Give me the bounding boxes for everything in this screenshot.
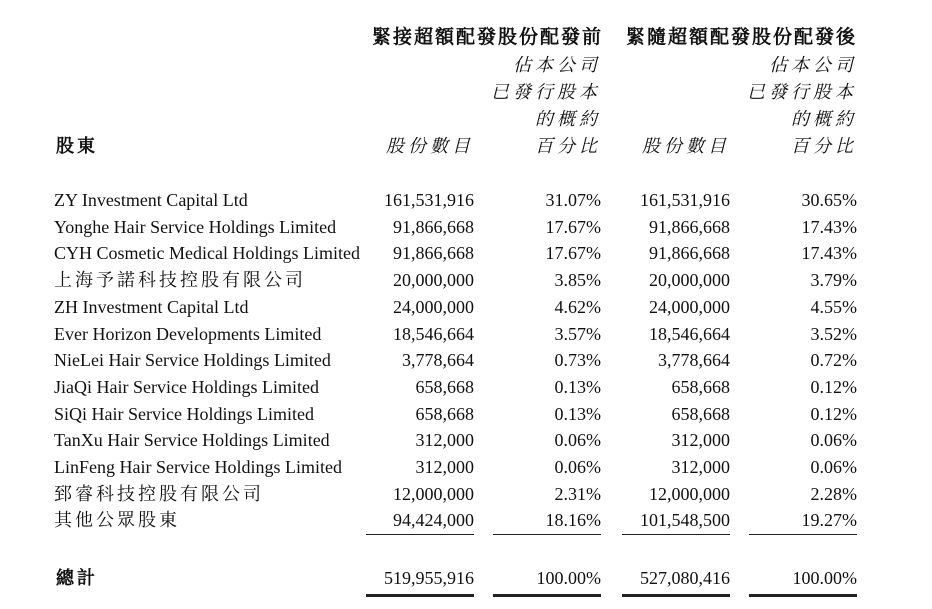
shares-before: 24,000,000 bbox=[393, 296, 474, 317]
table-row bbox=[0, 427, 932, 454]
shares-before: 658,668 bbox=[415, 376, 474, 397]
shares-header-before: 股份數目 bbox=[386, 136, 474, 156]
total-shares-before: 519,955,916 bbox=[384, 568, 474, 588]
table-row bbox=[0, 294, 932, 321]
pct-header-before-line-3: 的概約 bbox=[535, 109, 601, 129]
shares-header-after: 股份數目 bbox=[642, 136, 730, 156]
pct-before: 4.62% bbox=[554, 296, 601, 317]
shareholder-name: LinFeng Hair Service Holdings Limited bbox=[54, 457, 342, 477]
shareholder-name: 上海予諾科技控股有限公司 bbox=[54, 270, 306, 291]
shareholder-name: SiQi Hair Service Holdings Limited bbox=[54, 403, 314, 424]
pct-before: 18.16% bbox=[545, 510, 601, 531]
pct-after: 0.06% bbox=[810, 430, 857, 451]
shares-after: 91,866,668 bbox=[649, 216, 730, 237]
total-underline bbox=[749, 594, 857, 597]
shares-before: 312,000 bbox=[415, 457, 474, 477]
shares-after: 3,778,664 bbox=[658, 350, 730, 371]
pct-before: 0.06% bbox=[554, 457, 601, 477]
total-pct-after: 100.00% bbox=[792, 568, 857, 588]
shares-after: 91,866,668 bbox=[649, 243, 730, 264]
shares-after: 24,000,000 bbox=[649, 296, 730, 317]
pct-after: 17.43% bbox=[801, 216, 857, 237]
table-row bbox=[0, 507, 932, 534]
pct-before: 17.67% bbox=[545, 216, 601, 237]
shares-after: 101,548,500 bbox=[640, 510, 730, 531]
subtotal-rule bbox=[622, 534, 730, 535]
pct-before: 31.07% bbox=[545, 190, 601, 210]
total-label: 總計 bbox=[56, 568, 98, 588]
table-row bbox=[0, 267, 932, 294]
shareholder-name: TanXu Hair Service Holdings Limited bbox=[54, 430, 330, 451]
pct-before: 0.13% bbox=[554, 403, 601, 424]
shareholder-name: 郅睿科技控股有限公司 bbox=[54, 483, 264, 504]
pct-after: 17.43% bbox=[801, 243, 857, 264]
total-underline bbox=[366, 594, 474, 597]
header-before-allotment: 緊接超額配發股份配發前 bbox=[372, 27, 604, 48]
shares-after: 12,000,000 bbox=[649, 483, 730, 504]
table-row bbox=[0, 481, 932, 508]
subtotal-rule bbox=[366, 534, 474, 535]
shares-before: 18,546,664 bbox=[393, 323, 474, 344]
table-row bbox=[0, 401, 932, 428]
shares-before: 20,000,000 bbox=[393, 270, 474, 291]
table-row bbox=[0, 454, 932, 481]
pct-header-after-line-1: 佔本公司 bbox=[769, 55, 857, 75]
shares-before: 3,778,664 bbox=[402, 350, 474, 371]
pct-header-before-line-4: 百分比 bbox=[535, 136, 601, 156]
pct-after: 2.28% bbox=[810, 483, 857, 504]
pct-header-after-line-3: 的概約 bbox=[791, 109, 857, 129]
pct-after: 4.55% bbox=[810, 296, 857, 317]
shareholder-name: 其他公眾股東 bbox=[54, 510, 180, 531]
shares-after: 18,546,664 bbox=[649, 323, 730, 344]
shares-after: 658,668 bbox=[671, 376, 730, 397]
shares-before: 12,000,000 bbox=[393, 483, 474, 504]
pct-before: 0.13% bbox=[554, 376, 601, 397]
pct-after: 0.72% bbox=[810, 350, 857, 371]
subtotal-rule bbox=[493, 534, 601, 535]
pct-before: 3.85% bbox=[554, 270, 601, 291]
total-pct-before: 100.00% bbox=[536, 568, 601, 588]
pct-after: 3.79% bbox=[810, 270, 857, 291]
shares-after: 312,000 bbox=[671, 430, 730, 451]
shares-before: 312,000 bbox=[415, 430, 474, 451]
shareholder-column-header: 股東 bbox=[56, 136, 98, 156]
pct-after: 3.52% bbox=[810, 323, 857, 344]
shareholder-name: ZH Investment Capital Ltd bbox=[54, 296, 249, 317]
shares-before: 161,531,916 bbox=[384, 190, 474, 210]
shares-before: 91,866,668 bbox=[393, 243, 474, 264]
pct-before: 2.31% bbox=[554, 483, 601, 504]
table-row bbox=[0, 347, 932, 374]
shareholder-name: JiaQi Hair Service Holdings Limited bbox=[54, 376, 319, 397]
pct-before: 3.57% bbox=[554, 323, 601, 344]
shares-before: 94,424,000 bbox=[393, 510, 474, 531]
pct-header-after-line-2: 已發行股本 bbox=[747, 82, 857, 102]
shares-after: 161,531,916 bbox=[640, 190, 730, 210]
shareholder-name: Ever Horizon Developments Limited bbox=[54, 323, 322, 344]
shares-after: 312,000 bbox=[671, 457, 730, 477]
total-row bbox=[0, 565, 932, 592]
shareholder-name: ZY Investment Capital Ltd bbox=[54, 190, 248, 210]
table-row bbox=[0, 187, 932, 214]
pct-after: 0.12% bbox=[810, 403, 857, 424]
pct-header-after-line-4: 百分比 bbox=[791, 136, 857, 156]
table-row bbox=[0, 374, 932, 401]
pct-header-before-line-1: 佔本公司 bbox=[513, 55, 601, 75]
subtotal-rule bbox=[749, 534, 857, 535]
pct-before: 0.73% bbox=[554, 350, 601, 371]
header-after-allotment: 緊隨超額配發股份配發後 bbox=[626, 27, 858, 48]
table-row bbox=[0, 321, 932, 348]
shareholder-name: NieLei Hair Service Holdings Limited bbox=[54, 350, 331, 371]
pct-after: 0.06% bbox=[810, 457, 857, 477]
shareholder-name: Yonghe Hair Service Holdings Limited bbox=[54, 216, 337, 237]
shares-before: 658,668 bbox=[415, 403, 474, 424]
total-underline bbox=[622, 594, 730, 597]
pct-before: 17.67% bbox=[545, 243, 601, 264]
pct-header-before-line-2: 已發行股本 bbox=[491, 82, 601, 102]
shareholder-name: CYH Cosmetic Medical Holdings Limited bbox=[54, 243, 360, 264]
pct-after: 0.12% bbox=[810, 376, 857, 397]
table-row bbox=[0, 214, 932, 241]
shares-before: 91,866,668 bbox=[393, 216, 474, 237]
shares-after: 658,668 bbox=[671, 403, 730, 424]
pct-before: 0.06% bbox=[554, 430, 601, 451]
pct-after: 30.65% bbox=[801, 190, 857, 210]
total-shares-after: 527,080,416 bbox=[640, 568, 730, 588]
shares-after: 20,000,000 bbox=[649, 270, 730, 291]
table-row bbox=[0, 240, 932, 267]
pct-after: 19.27% bbox=[801, 510, 857, 531]
total-underline bbox=[493, 594, 601, 597]
